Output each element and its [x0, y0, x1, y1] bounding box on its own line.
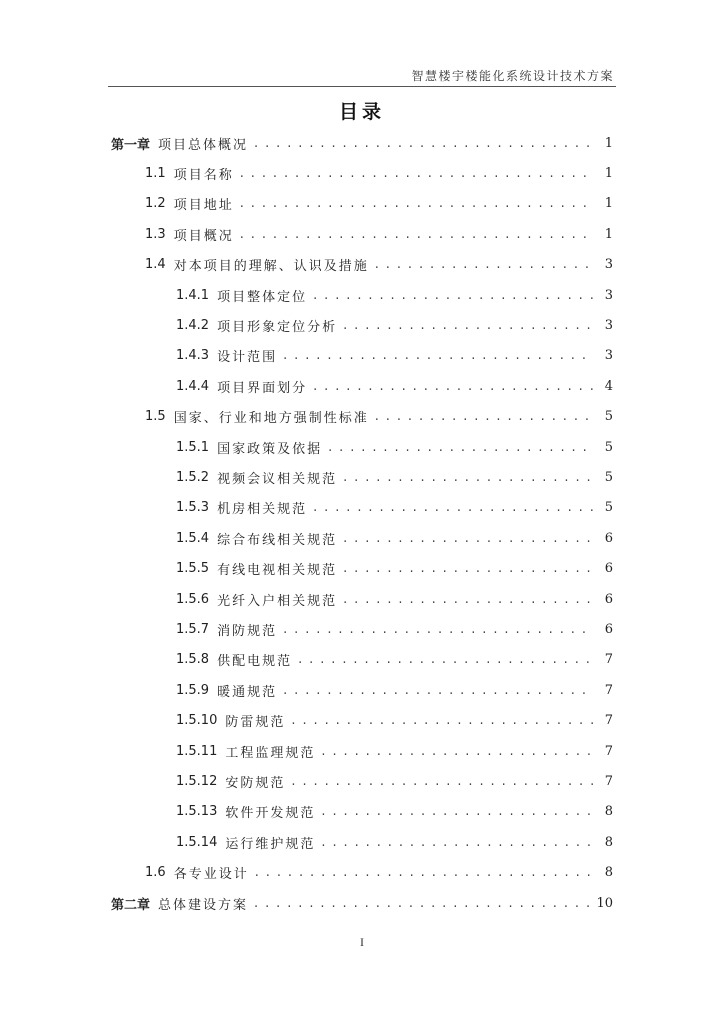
toc-title: 目录: [338, 101, 385, 123]
toc-entry[interactable]: [176, 680, 613, 700]
toc-entry-page: 1: [604, 196, 613, 212]
toc-entry[interactable]: [176, 589, 613, 609]
toc-entry-label: 项目总体概况: [158, 137, 249, 153]
toc-entry-page: 7: [604, 713, 613, 729]
toc-dot-leader: [321, 804, 593, 819]
toc-entry[interactable]: [145, 255, 613, 275]
toc-dot-leader: [240, 227, 593, 242]
toc-entry-page: 5: [604, 500, 613, 516]
toc-entry[interactable]: [176, 619, 613, 639]
toc-dot-leader: [291, 774, 593, 789]
toc-entry-page: 8: [604, 865, 613, 881]
toc-entry-page: 7: [604, 652, 613, 668]
toc-entry-page: 5: [604, 469, 613, 485]
toc-entry[interactable]: [176, 437, 613, 457]
toc-dot-leader: [321, 744, 593, 759]
toc-dot-leader: [298, 652, 593, 667]
toc-entry-number: 1.5.5: [176, 561, 210, 577]
toc-entry-page: 1: [604, 135, 613, 151]
toc-entry-page: 8: [604, 834, 613, 850]
toc-entry[interactable]: [176, 315, 613, 335]
toc-entry[interactable]: [176, 346, 613, 366]
toc-entry-number: 1.5.14: [176, 834, 218, 850]
toc-entry-number: 1.5.8: [176, 652, 210, 668]
toc-dot-leader: [240, 196, 593, 211]
toc-entry-page: 1: [604, 165, 613, 181]
toc-entry-label: 有线电视相关规范: [217, 563, 338, 579]
toc-entry[interactable]: [145, 407, 613, 427]
toc-entry-page: 3: [604, 317, 613, 333]
toc-entry-number: 1.4.2: [176, 317, 210, 333]
toc-entry[interactable]: [145, 863, 613, 883]
toc-entry[interactable]: [176, 741, 613, 761]
toc-entry-number: 1.5.11: [176, 743, 218, 759]
toc-entry-page: 3: [604, 348, 613, 364]
toc-entry-page: 5: [604, 409, 613, 425]
toc-entry-label: 软件开发规范: [225, 806, 316, 822]
toc-entry-page: 6: [604, 561, 613, 577]
toc-dot-leader: [313, 288, 593, 303]
toc-entry[interactable]: [176, 285, 613, 305]
toc-entry[interactable]: [176, 771, 613, 791]
toc-dot-leader: [343, 470, 593, 485]
toc-dot-leader: [343, 531, 593, 546]
toc-entry-label: 供配电规范: [217, 654, 293, 670]
toc-entry-number: 1.5.12: [176, 773, 218, 789]
toc-entry[interactable]: [145, 194, 613, 214]
toc-entry-number: 1.4.4: [176, 378, 210, 394]
toc-entry-label: 总体建设方案: [158, 897, 249, 913]
toc-entry-page: 10: [596, 895, 613, 911]
toc-entry-page: 3: [604, 287, 613, 303]
toc-dot-leader: [343, 561, 593, 576]
running-header: 智慧楼宇楼能化系统设计技术方案: [411, 69, 614, 83]
toc-entry-label: 国家、行业和地方强制性标准: [173, 411, 369, 427]
toc-entry-label: 各专业设计: [173, 867, 249, 883]
toc-entry-number: 1.5.6: [176, 591, 210, 607]
toc-entry-label: 项目界面划分: [217, 380, 308, 396]
toc-entry[interactable]: [111, 133, 613, 153]
toc-entry[interactable]: [176, 376, 613, 396]
toc-entry-number: 1.5.7: [176, 621, 210, 637]
toc-entry-number: 1.1: [145, 165, 166, 181]
toc-entry[interactable]: [176, 711, 613, 731]
toc-entry-label: 防雷规范: [225, 715, 286, 731]
toc-entry-number: 1.5.9: [176, 682, 210, 698]
toc-entry[interactable]: [176, 467, 613, 487]
toc-entry-label: 项目名称: [173, 167, 234, 183]
toc-entry[interactable]: [111, 893, 613, 913]
toc-entry-page: 6: [604, 530, 613, 546]
toc-entry-number: 1.2: [145, 196, 166, 212]
toc-entry-label: 安防规范: [225, 775, 286, 791]
toc-entry[interactable]: [176, 559, 613, 579]
footer-page-number: I: [360, 935, 364, 949]
toc-entry[interactable]: [176, 832, 613, 852]
toc-entry[interactable]: [176, 528, 613, 548]
toc-entry-number: 1.5.3: [176, 500, 210, 516]
toc-dot-leader: [291, 713, 593, 728]
toc-dot-leader: [254, 136, 593, 151]
toc-entry-number: 1.5.13: [176, 804, 218, 820]
toc-dot-leader: [313, 500, 593, 515]
toc-entry-number: 1.5: [145, 409, 166, 425]
toc-entry-number: 1.4.1: [176, 287, 210, 303]
toc-entry-page: 4: [604, 378, 613, 394]
toc-dot-leader: [283, 622, 593, 637]
toc-entry-label: 项目整体定位: [217, 289, 308, 305]
toc-dot-leader: [375, 257, 593, 272]
toc-entry-number: 1.5.2: [176, 469, 210, 485]
toc-entry-label: 国家政策及依据: [217, 441, 323, 457]
toc-dot-leader: [254, 896, 590, 911]
toc-entry[interactable]: [176, 802, 613, 822]
toc-entry-label: 项目形象定位分析: [217, 319, 338, 335]
toc-entry-label: 综合布线相关规范: [217, 532, 338, 548]
toc-entry-page: 7: [604, 743, 613, 759]
toc-dot-leader: [343, 592, 593, 607]
toc-dot-leader: [255, 865, 593, 880]
toc-entry-page: 7: [604, 682, 613, 698]
toc-entry-page: 3: [604, 257, 613, 273]
toc-entry-page: 8: [604, 804, 613, 820]
toc-entry-number: 第一章: [111, 137, 151, 153]
toc-entry-page: 6: [604, 621, 613, 637]
toc-dot-leader: [313, 379, 593, 394]
toc-entry-number: 1.5.10: [176, 713, 218, 729]
toc-entry-number: 1.5.4: [176, 530, 210, 546]
toc-dot-leader: [321, 835, 593, 850]
toc-entry-label: 消防规范: [217, 623, 278, 639]
toc-entry-label: 视频会议相关规范: [217, 471, 338, 487]
toc-entry[interactable]: [176, 650, 613, 670]
toc-entry[interactable]: [176, 498, 613, 518]
toc-entry-label: 暖通规范: [217, 684, 278, 700]
toc-dot-leader: [343, 318, 593, 333]
toc-entry-label: 光纤入户相关规范: [217, 593, 338, 609]
toc-entry-label: 工程监理规范: [225, 745, 316, 761]
toc-entry-number: 1.4: [145, 257, 166, 273]
toc-entry-page: 5: [604, 439, 613, 455]
toc-dot-leader: [240, 166, 593, 181]
toc-dot-leader: [328, 440, 593, 455]
toc-entry-number: 1.5.1: [176, 439, 210, 455]
toc-entry-page: 1: [604, 226, 613, 242]
toc-entry-page: 6: [604, 591, 613, 607]
toc-dot-leader: [283, 348, 593, 363]
toc-entry-label: 机房相关规范: [217, 502, 308, 518]
toc-dot-leader: [283, 683, 593, 698]
toc-dot-leader: [375, 409, 593, 424]
toc-entry-label: 对本项目的理解、认识及措施: [173, 259, 369, 275]
toc-entry[interactable]: [145, 163, 613, 183]
toc-entry-number: 1.3: [145, 226, 166, 242]
toc-entry-label: 运行维护规范: [225, 836, 316, 852]
toc-entry[interactable]: [145, 224, 613, 244]
toc-entry-page: 7: [604, 773, 613, 789]
toc-entry-number: 1.6: [145, 865, 166, 881]
toc-entry-label: 项目概况: [173, 228, 234, 244]
toc-entry-number: 第二章: [111, 897, 151, 913]
toc-entry-label: 设计范围: [217, 350, 278, 366]
toc-entry-label: 项目地址: [173, 198, 234, 214]
toc-entry-number: 1.4.3: [176, 348, 210, 364]
